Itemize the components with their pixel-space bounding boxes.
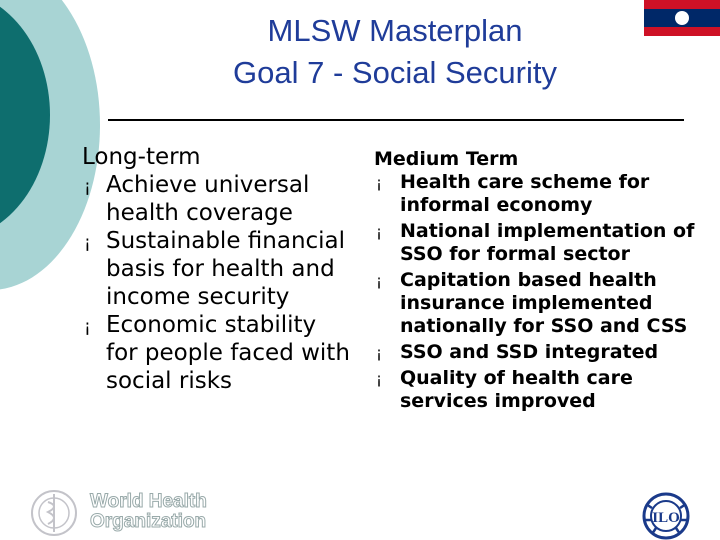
list-item — [374, 341, 714, 364]
list-item-text: Economic stability for people faced with social risks — [106, 312, 350, 394]
laos-flag-icon — [644, 0, 720, 36]
bullet-icon: ¡ — [84, 317, 91, 337]
slide-title — [120, 10, 670, 94]
bullet-icon: ¡ — [376, 370, 383, 388]
list-item-text: Health care scheme for informal economy — [400, 171, 650, 216]
who-logo-text — [90, 492, 207, 532]
list-item — [374, 269, 714, 338]
list-item-text: SSO and SSD integrated — [400, 341, 659, 363]
bullet-icon: ¡ — [376, 272, 383, 290]
bullet-icon: ¡ — [376, 223, 383, 241]
title-line-1: MLSW Masterplan — [267, 13, 523, 48]
medium-term-list — [374, 171, 714, 413]
list-item-text: Quality of health care services improved — [400, 367, 633, 412]
who-line-2: Organization — [90, 511, 207, 532]
list-item — [82, 171, 352, 227]
title-divider — [108, 119, 684, 121]
ilo-label: ILO — [652, 510, 680, 526]
list-item — [82, 311, 352, 395]
long-term-heading: Long-term — [82, 144, 201, 170]
medium-term-heading: Medium Term — [374, 148, 519, 170]
list-item — [82, 227, 352, 311]
list-item-text: Capitation based health insurance implemented nationally for SSO and CSS — [400, 269, 688, 337]
list-item — [374, 171, 714, 217]
bullet-icon: ¡ — [84, 177, 91, 197]
list-item — [374, 220, 714, 266]
bullet-icon: ¡ — [376, 174, 383, 192]
list-item — [374, 367, 714, 413]
bullet-icon: ¡ — [376, 344, 383, 362]
list-item-text: National implementation of SSO for formal sector — [400, 220, 695, 265]
long-term-column — [82, 143, 352, 395]
ilo-emblem-icon — [638, 490, 694, 540]
list-item-text: Achieve universal health coverage — [106, 172, 310, 226]
bullet-icon: ¡ — [84, 233, 91, 253]
title-line-2: Goal 7 - Social Security — [233, 55, 557, 90]
long-term-list — [82, 171, 352, 395]
who-line-1: World Health — [90, 491, 207, 512]
list-item-text: Sustainable financial basis for health and income security — [106, 228, 346, 310]
medium-term-column — [374, 148, 714, 416]
